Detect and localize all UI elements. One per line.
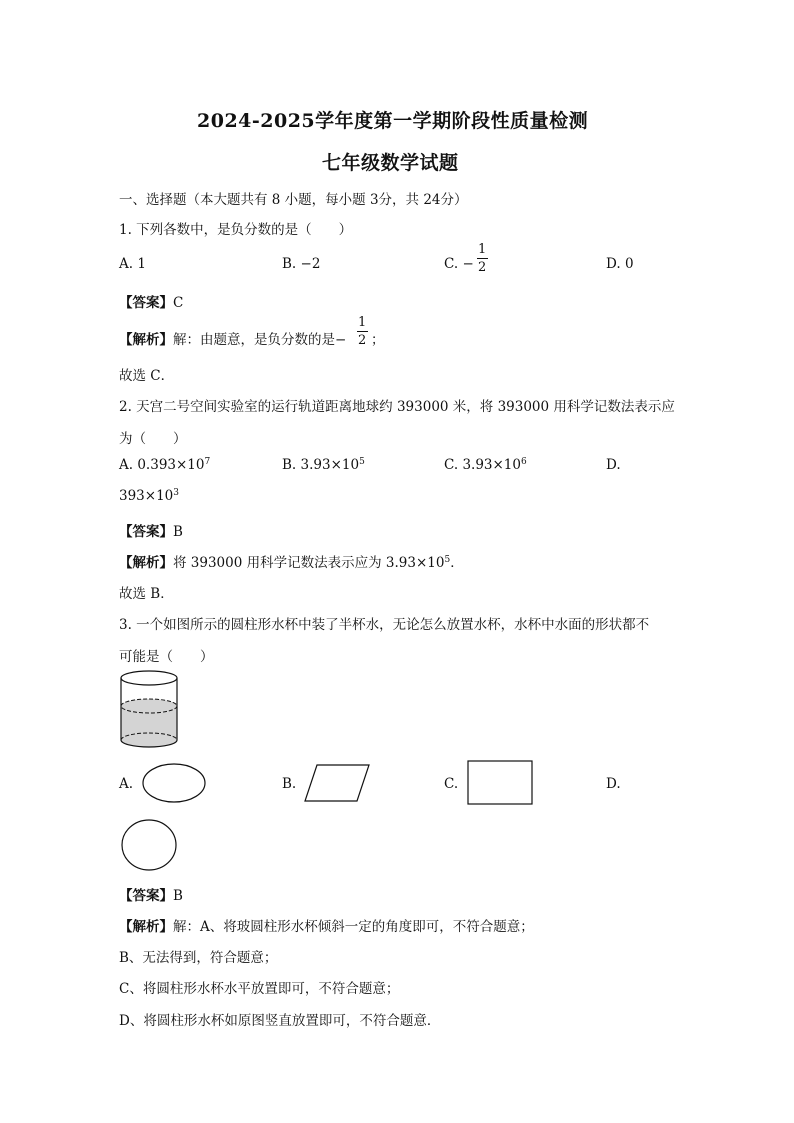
q1-analysis-fraction: 1 2	[358, 315, 367, 348]
q1-option-b-value: −2	[300, 256, 321, 272]
q3-analysis-line-d: D、将圆柱形水杯如原图竖直放置即可，不符合题意．	[119, 1013, 441, 1029]
q1-option-a: A. 1	[119, 256, 146, 272]
q1-analysis: 【解析】解：由题意，是负分数的是−	[119, 332, 347, 348]
q2-option-d-value: $393\times 10^3$	[119, 488, 179, 504]
q1-option-d-value: 0	[624, 256, 634, 272]
q2-answer: 【答案】B	[119, 524, 183, 540]
page-title: 2024-2025学年度第一学期阶段性质量检测	[197, 110, 589, 132]
rectangle-shape-icon	[467, 760, 533, 806]
q2-option-c: C. $3.93\times 10^6$	[444, 457, 527, 473]
q1-option-c-fraction: 1 2	[478, 242, 487, 275]
q1-answer: 【答案】C	[119, 295, 184, 311]
section-heading: 一、选择题（本大题共有 8 小题，每小题 3分，共 24分）	[119, 192, 468, 208]
q2-stem-line1: 2. 天宫二号空间实验室的运行轨道距离地球约 393000 米，将 393000 用科学记数法表示应	[119, 399, 675, 415]
q1-option-c-sign: −	[462, 256, 474, 272]
cylinder-cup-figure	[118, 668, 180, 752]
q3-analysis: 【解析】解：A、将玻圆柱形水杯倾斜一定的角度即可，不符合题意；	[119, 919, 534, 935]
q3-option-c-letter: C.	[444, 776, 459, 792]
circle-shape-icon	[120, 818, 180, 872]
q2-conclusion: 故选 B．	[119, 586, 174, 602]
q3-analysis-line-c: C、将圆柱形水杯水平放置即可，不符合题意；	[119, 981, 400, 997]
q3-answer: 【答案】B	[119, 888, 183, 904]
q2-stem-line2: 为（ ）	[119, 431, 187, 447]
q2-analysis: 【解析】将 393000 用科学记数法表示应为 $3.93\times 10^5$．	[119, 555, 464, 571]
q1-option-a-value: 1	[137, 256, 146, 272]
q1-conclusion: 故选 C．	[119, 368, 175, 384]
q3-option-d-letter: D.	[606, 776, 621, 792]
q1-stem: 1. 下列各数中，是负分数的是（ ）	[119, 222, 353, 238]
page-subtitle: 七年级数学试题	[322, 152, 459, 174]
parallelogram-shape-icon	[303, 763, 371, 803]
q1-option-d: D. 0	[606, 256, 634, 272]
q1-option-b: B. −2	[282, 256, 321, 272]
q3-stem-line2: 可能是（ ）	[119, 649, 214, 665]
ellipse-shape-icon	[141, 762, 207, 804]
q3-stem-line1: 3. 一个如图所示的圆柱形水杯中装了半杯水，无论怎么放置水杯，水杯中水面的形状都不	[119, 617, 650, 633]
q3-option-b-letter: B.	[282, 776, 297, 792]
q3-option-a-letter: A.	[119, 776, 134, 792]
q1-option-c: C. −	[444, 256, 474, 272]
q2-option-d-letter: D.	[606, 457, 621, 473]
q1-analysis-end: ；	[371, 332, 385, 348]
q2-option-b: B. $3.93\times 10^5$	[282, 457, 365, 473]
q3-analysis-line-b: B、无法得到，符合题意；	[119, 950, 278, 966]
q2-option-a: A. $0.393\times 10^7$	[119, 457, 211, 473]
